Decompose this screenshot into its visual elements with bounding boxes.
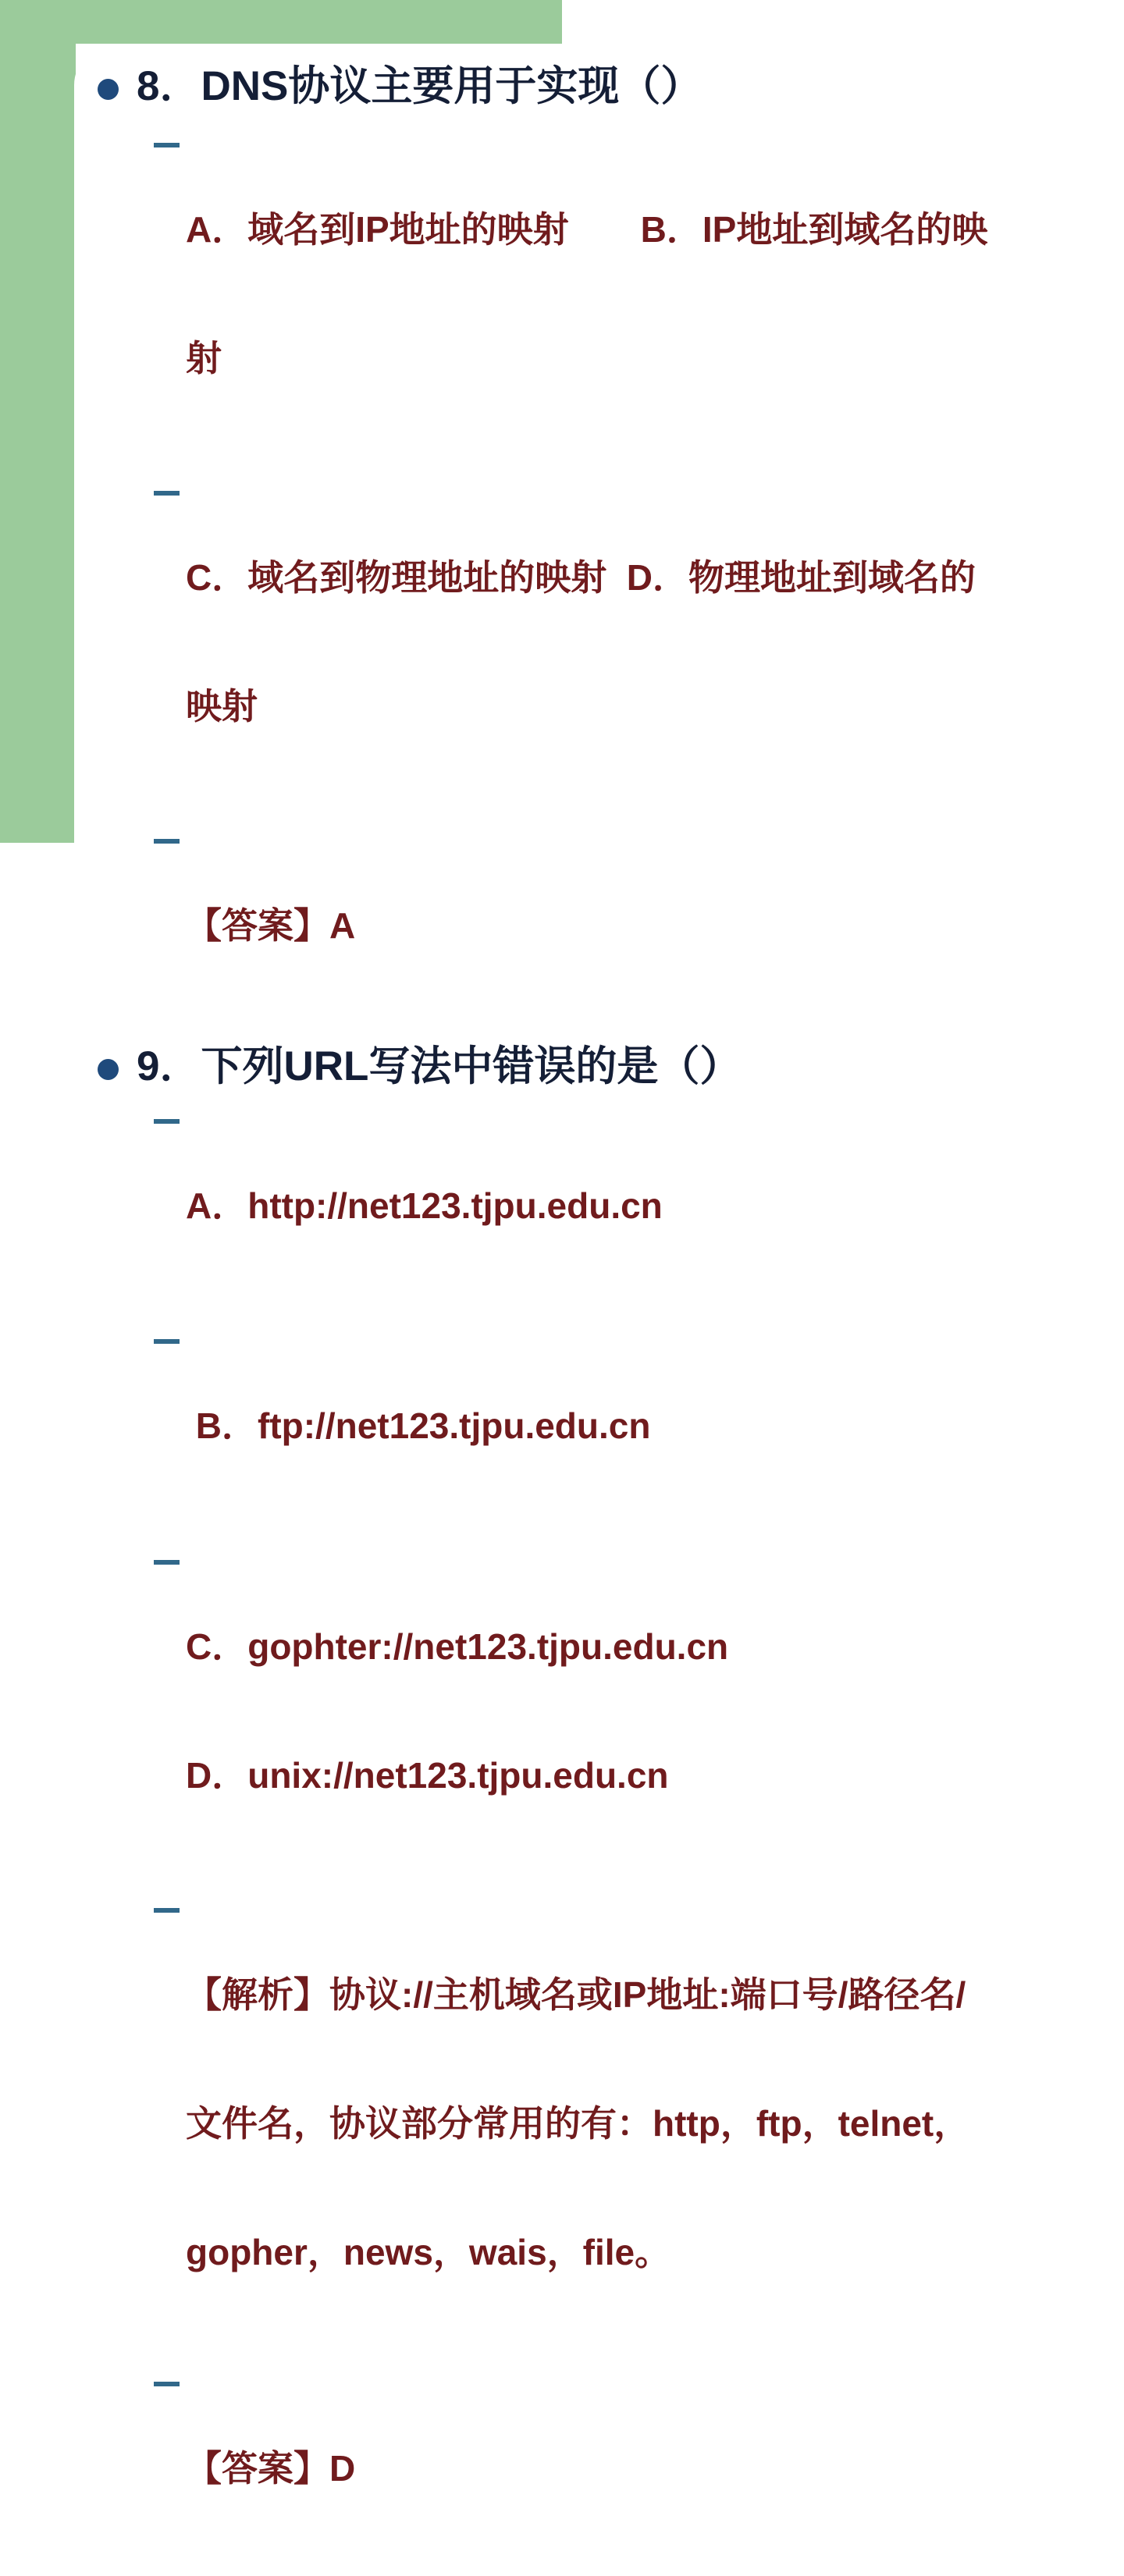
q8-option-ab-row <box>74 123 1124 466</box>
text-line: 射 <box>186 338 222 378</box>
bullet-dot-icon <box>98 79 119 100</box>
text-line: 【答案】A <box>186 905 356 946</box>
question-9-title: 9．下列URL写法中错误的是（） <box>137 1043 742 1089</box>
q8-option-cd <box>186 471 976 814</box>
question-8-title: 8．DNS协议主要用于实现（） <box>137 63 702 109</box>
dash-bullet-icon <box>154 1119 180 1124</box>
q9-analysis-row <box>74 1888 1124 2360</box>
q8-option-cd-row <box>74 471 1124 814</box>
question-8-row <box>74 63 1124 110</box>
q8-answer <box>186 819 355 1033</box>
q9-option-a <box>186 1099 663 1313</box>
dash-bullet-icon <box>154 1560 180 1565</box>
text-line: B．ftp://net123.tjpu.edu.cn <box>186 1405 651 1446</box>
dash-bullet-icon <box>154 1908 180 1913</box>
q8-option-ab <box>186 123 987 466</box>
q8-answer-row <box>74 819 1124 1033</box>
dash-bullet-icon <box>154 491 180 496</box>
text-line: A．http://net123.tjpu.edu.cn <box>186 1185 663 1226</box>
text-line: C．gophter://net123.tjpu.edu.cn <box>186 1626 729 1667</box>
text-line: gopher，news，wais，file。 <box>186 2232 671 2272</box>
text-line: A．域名到IP地址的映射 B．IP地址到域名的映 <box>186 209 988 250</box>
text-line: 【答案】D <box>186 2448 356 2489</box>
q9-option-b <box>186 1319 650 1533</box>
q9-analysis <box>186 1888 969 2360</box>
bullet-dot-icon <box>98 1059 119 1080</box>
text-line: D．unix://net123.tjpu.edu.cn <box>186 1755 669 1796</box>
text-line: 文件名，协议部分常用的有：http，ftp，telnet， <box>186 2103 970 2144</box>
text-line: 映射 <box>186 686 258 727</box>
dash-bullet-icon <box>154 839 180 844</box>
q9-answer <box>186 2361 355 2576</box>
q9-answer-row <box>74 2361 1124 2576</box>
content-card <box>74 44 1124 2489</box>
q9-option-cd <box>186 1540 728 1883</box>
q9-option-cd-row <box>74 1540 1124 1883</box>
q9-option-b-row <box>74 1319 1124 1533</box>
dash-bullet-icon <box>154 143 180 147</box>
green-band-left <box>0 0 76 843</box>
text-line: C．域名到物理地址的映射 D．物理地址到域名的 <box>186 557 976 598</box>
text-line: 【解析】协议://主机域名或IP地址:端口号/路径名/ <box>186 1974 966 2015</box>
dash-bullet-icon <box>154 2382 180 2386</box>
dash-bullet-icon <box>154 1339 180 1344</box>
q9-option-a-row <box>74 1099 1124 1313</box>
question-9-row <box>74 1043 1124 1090</box>
green-band-top <box>0 0 562 44</box>
